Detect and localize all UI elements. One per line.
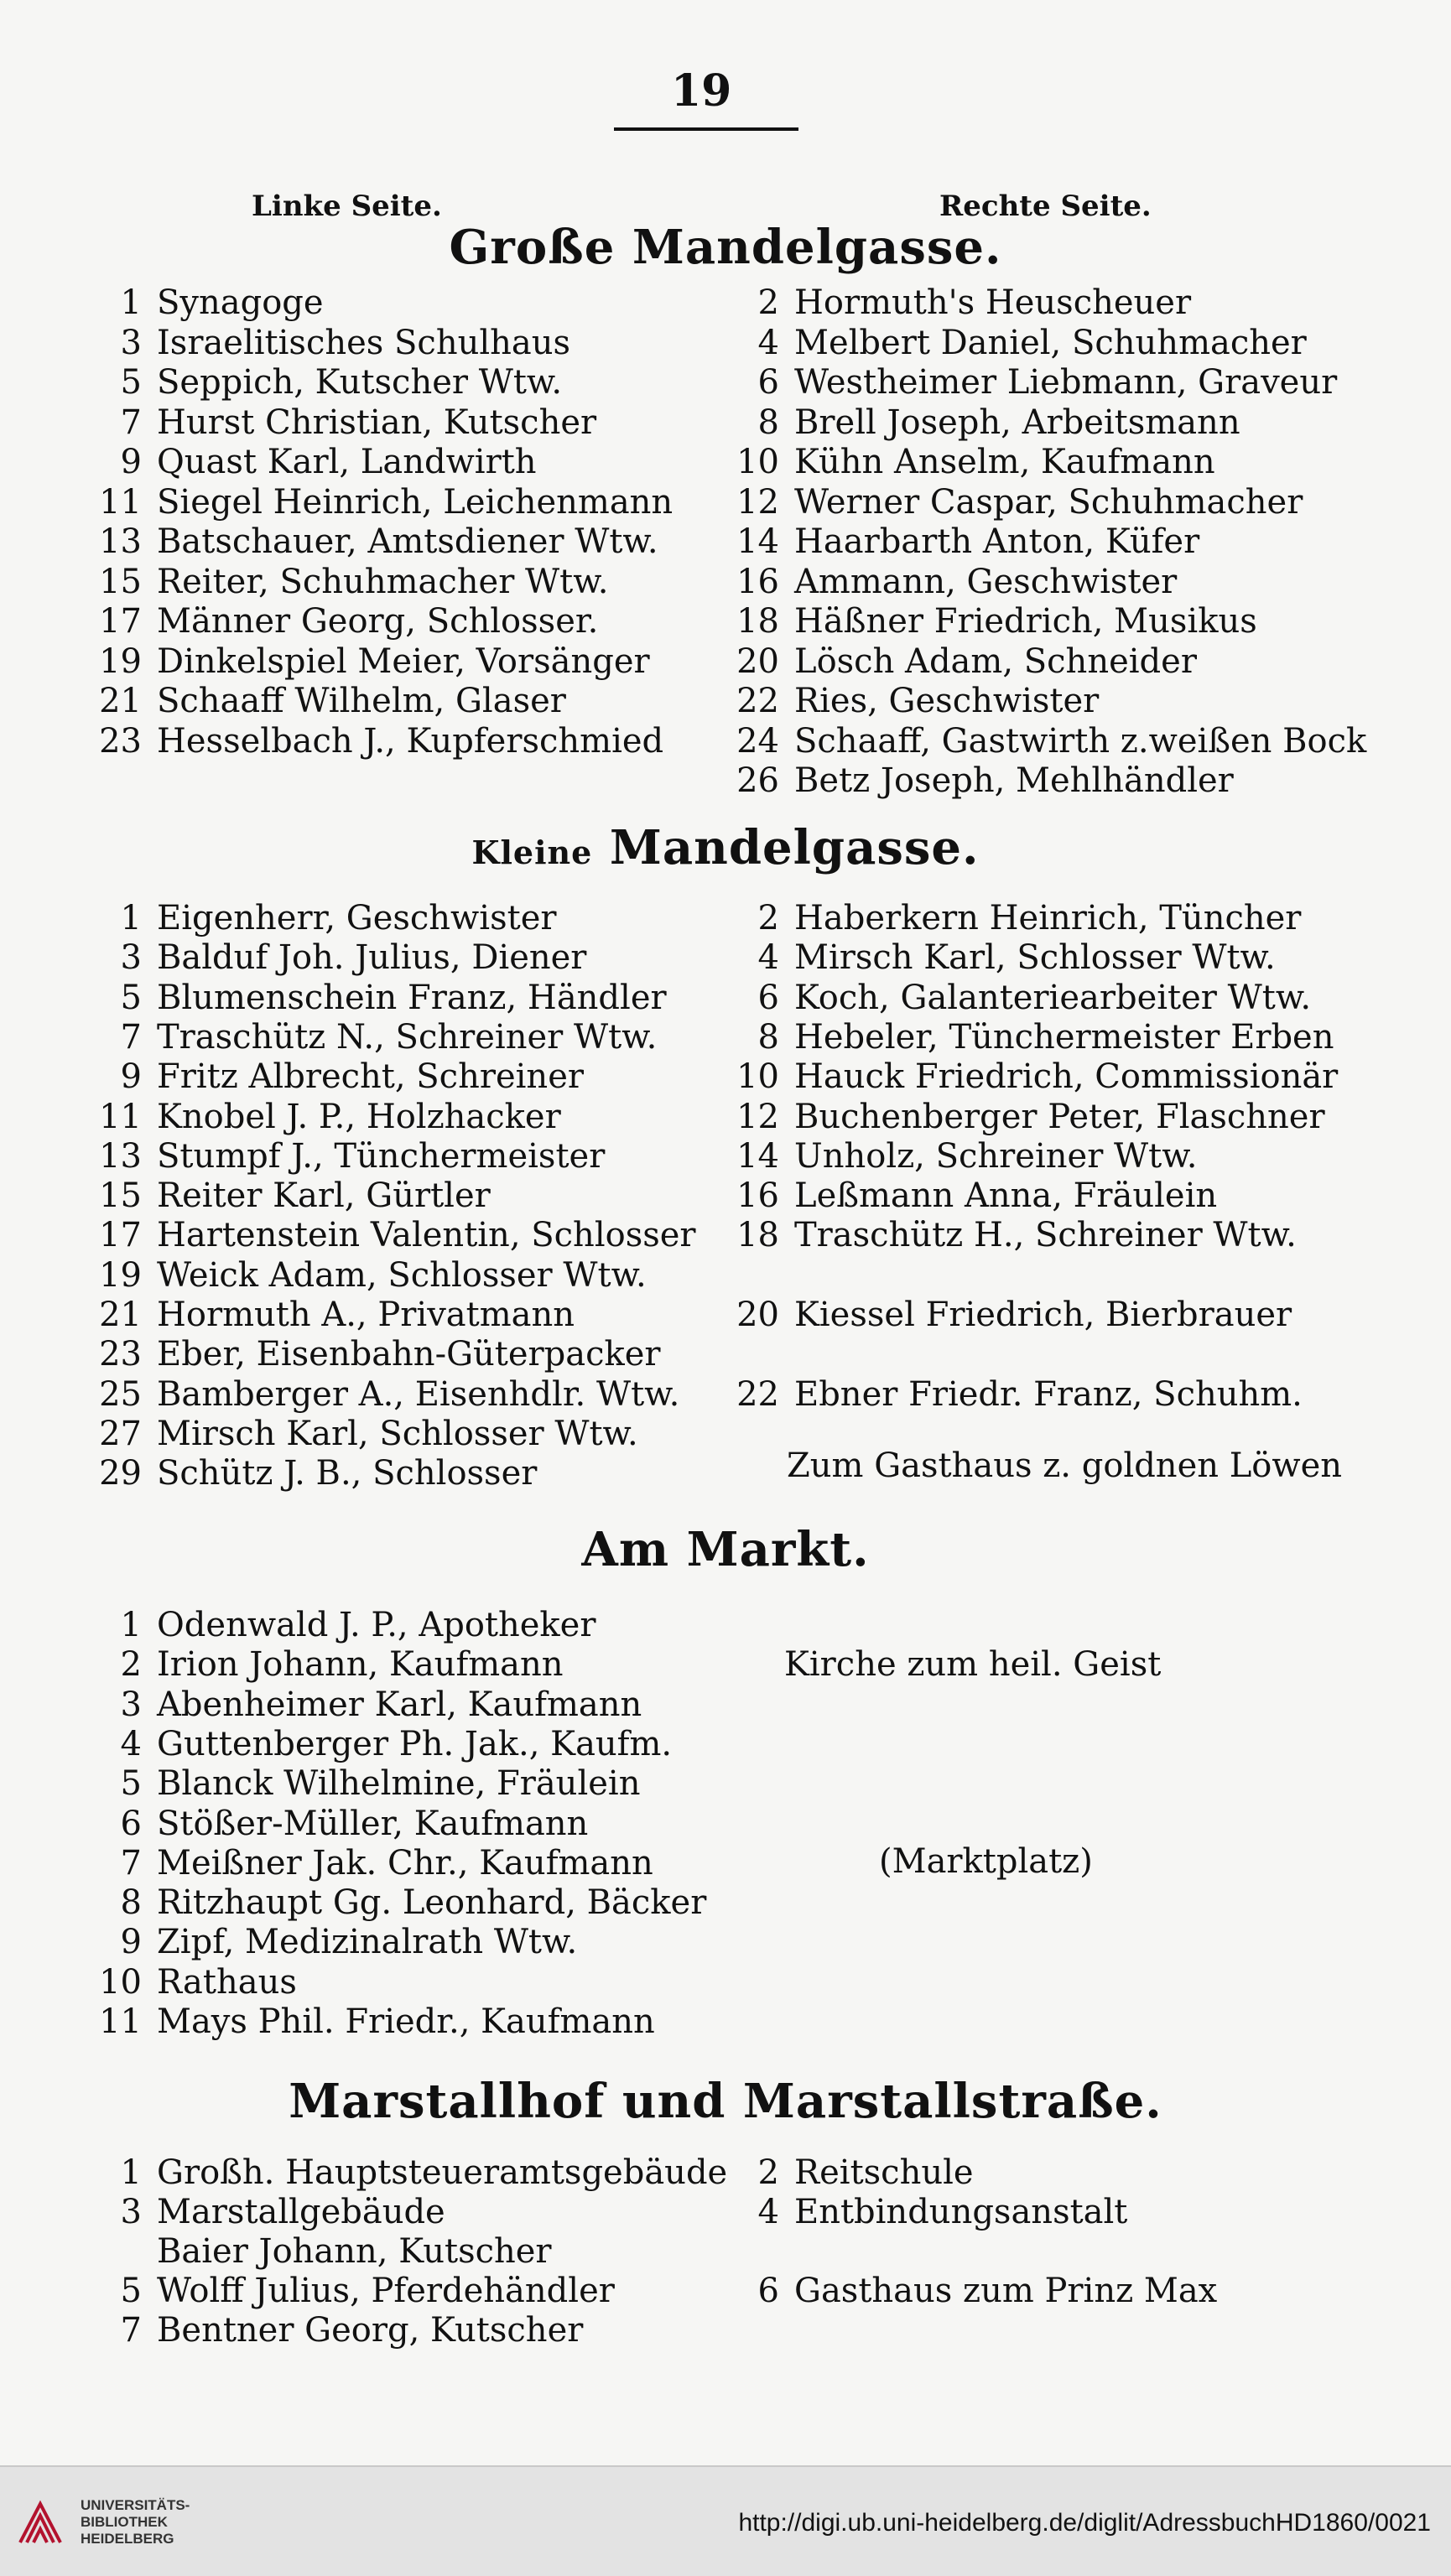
house-number: 27 (99, 1415, 142, 1453)
address-entry (80, 522, 658, 561)
house-number: 3 (120, 1685, 142, 1724)
address-entry (717, 443, 1215, 481)
house-number: 14 (736, 522, 779, 561)
address-entry (717, 1216, 1297, 1254)
house-number: 2 (757, 283, 779, 322)
resident-name: Stößer-Müller, Kaufmann (157, 1805, 589, 1843)
address-entry (80, 1805, 588, 1843)
house-number: 9 (120, 443, 142, 481)
address-entry (80, 1375, 679, 1414)
house-number: 7 (120, 2311, 142, 2350)
house-number: 1 (120, 899, 142, 937)
university-library-logo-icon (15, 2497, 65, 2547)
address-entry (717, 1098, 1325, 1136)
resident-name: Gasthaus zum Prinz Max (794, 2272, 1218, 2310)
resident-name: Entbindungsanstalt (794, 2193, 1128, 2231)
resident-name: Marstallgebäude (157, 2193, 445, 2231)
address-entry (717, 1296, 1292, 1334)
address-entry (717, 2193, 1127, 2231)
resident-name: Melbert Daniel, Schuhmacher (794, 324, 1307, 362)
resident-name: Hauck Friedrich, Commissionär (794, 1057, 1339, 1096)
resident-name: Westheimer Liebmann, Graveur (794, 363, 1338, 402)
address-entry (80, 2232, 552, 2271)
resident-name: Haarbarth Anton, Küfer (794, 522, 1200, 561)
house-number: 2 (757, 2153, 779, 2192)
house-number: 1 (120, 1606, 142, 1644)
library-logo-text (81, 2497, 190, 2547)
address-entry (717, 979, 1311, 1017)
address-entry (717, 403, 1240, 442)
address-entry (717, 761, 1234, 800)
house-number: 10 (736, 443, 779, 481)
house-number: 4 (757, 324, 779, 362)
address-entry (717, 1018, 1334, 1057)
house-number: 6 (757, 979, 779, 1017)
resident-name: Lösch Adam, Schneider (794, 642, 1197, 681)
address-entry (717, 2153, 974, 2192)
house-number: 29 (99, 1454, 142, 1493)
logo-line: UNIVERSITÄTS- (81, 2497, 190, 2513)
address-entry (80, 1764, 640, 1803)
house-number: 3 (120, 324, 142, 362)
resident-name: Hurst Christian, Kutscher (157, 403, 597, 442)
address-entry (80, 1923, 577, 1961)
address-entry (717, 1137, 1197, 1176)
house-number: 5 (120, 363, 142, 402)
address-entry (717, 899, 1301, 937)
address-entry (80, 2311, 583, 2350)
house-number: 15 (99, 563, 142, 601)
address-entry (80, 1098, 561, 1136)
address-entry (717, 324, 1307, 362)
address-entry (80, 899, 556, 937)
address-entry (80, 642, 650, 681)
address-entry (80, 2002, 655, 2041)
house-number: 26 (736, 761, 779, 800)
house-number: 22 (736, 682, 779, 720)
house-number: 2 (120, 1645, 142, 1684)
resident-name: Männer Georg, Schlosser. (157, 602, 599, 641)
resident-name: Unholz, Schreiner Wtw. (794, 1137, 1198, 1176)
address-entry (717, 483, 1303, 522)
resident-name: Fritz Albrecht, Schreiner (157, 1057, 584, 1096)
resident-name: Hebeler, Tünchermeister Erben (794, 1018, 1334, 1057)
resident-name: Baier Johann, Kutscher (157, 2232, 552, 2271)
address-entry (80, 283, 324, 322)
address-entry (80, 938, 586, 977)
house-number: 1 (120, 2153, 142, 2192)
house-number: 8 (120, 1883, 142, 1922)
house-number: 10 (99, 1963, 142, 2002)
address-entry (80, 2193, 445, 2231)
house-number: 3 (120, 938, 142, 977)
address-entry (80, 1844, 653, 1883)
resident-name: Batschauer, Amtsdiener Wtw. (157, 522, 658, 561)
resident-name: Buchenberger Peter, Flaschner (794, 1098, 1325, 1136)
house-number: 19 (99, 1256, 142, 1295)
resident-name: Hesselbach J., Kupferschmied (157, 722, 664, 761)
house-number: 23 (99, 722, 142, 761)
markt-kirche-note: Kirche zum heil. Geist (784, 1645, 1162, 1684)
resident-name: Irion Johann, Kaufmann (157, 1645, 564, 1684)
resident-name: Ammann, Geschwister (794, 563, 1178, 601)
right-side-header: Rechte Seite. (939, 190, 1152, 223)
resident-name: Quast Karl, Landwirth (157, 443, 537, 481)
address-entry (80, 443, 537, 481)
address-entry (80, 2153, 727, 2192)
address-entry (80, 363, 562, 402)
house-number: 4 (757, 938, 779, 977)
section-title-am-markt: Am Markt. (581, 1522, 870, 1577)
house-number: 18 (736, 602, 779, 641)
resident-name: Betz Joseph, Mehlhändler (794, 761, 1234, 800)
resident-name: Blumenschein Franz, Händler (157, 979, 667, 1017)
house-number: 12 (736, 483, 779, 522)
house-number: 20 (736, 1296, 779, 1334)
house-number: 18 (736, 1216, 779, 1254)
address-entry (717, 283, 1191, 322)
house-number: 16 (736, 563, 779, 601)
house-number: 11 (99, 1098, 142, 1136)
resident-name: Koch, Galanteriearbeiter Wtw. (794, 979, 1312, 1017)
house-number: 20 (736, 642, 779, 681)
address-entry (80, 682, 566, 720)
house-number: 11 (99, 483, 142, 522)
resident-name: Mays Phil. Friedr., Kaufmann (157, 2002, 655, 2041)
address-entry (80, 1883, 706, 1922)
resident-name: Dinkelspiel Meier, Vorsänger (157, 642, 650, 681)
resident-name: Bamberger A., Eisenhdlr. Wtw. (157, 1375, 680, 1414)
address-entry (717, 682, 1099, 720)
resident-name: Wolff Julius, Pferdehändler (157, 2272, 615, 2310)
house-number: 5 (120, 1764, 142, 1803)
address-entry (80, 1454, 537, 1493)
address-entry (717, 602, 1257, 641)
house-number: 22 (736, 1375, 779, 1414)
resident-name: Siegel Heinrich, Leichenmann (157, 483, 673, 522)
address-entry (80, 1335, 661, 1374)
house-number: 6 (120, 1805, 142, 1843)
house-number: 14 (736, 1137, 779, 1176)
source-url-link[interactable]: http://digi.ub.uni-heidelberg.de/diglit/AdressbuchHD1860/0021 (738, 2509, 1431, 2537)
resident-name: Häßner Friedrich, Musikus (794, 602, 1257, 641)
house-number: 2 (757, 899, 779, 937)
resident-name: Blanck Wilhelmine, Fräulein (157, 1764, 641, 1803)
house-number: 7 (120, 1018, 142, 1057)
house-number: 21 (99, 1296, 142, 1334)
left-side-header: Linke Seite. (252, 190, 442, 223)
address-entry (80, 483, 673, 522)
resident-name: Mirsch Karl, Schlosser Wtw. (794, 938, 1276, 977)
house-number: 8 (757, 403, 779, 442)
resident-name: Stumpf J., Tünchermeister (157, 1137, 606, 1176)
address-entry (80, 1256, 647, 1295)
house-number: 8 (757, 1018, 779, 1057)
resident-name: Reitschule (794, 2153, 974, 2192)
address-entry (80, 2272, 615, 2310)
address-entry (717, 1176, 1217, 1215)
address-entry (80, 1725, 672, 1763)
resident-name: Kühn Anselm, Kaufmann (794, 443, 1215, 481)
resident-name: Ebner Friedr. Franz, Schuhm. (794, 1375, 1303, 1414)
resident-name: Traschütz H., Schreiner Wtw. (794, 1216, 1297, 1254)
resident-name: Schütz J. B., Schlosser (157, 1454, 538, 1493)
page-number: 19 (671, 65, 732, 117)
resident-name: Ritzhaupt Gg. Leonhard, Bäcker (157, 1883, 707, 1922)
footer-bar (0, 2465, 1451, 2576)
page-number-rule (614, 127, 798, 131)
resident-name: Guttenberger Ph. Jak., Kaufm. (157, 1725, 673, 1763)
address-entry (80, 722, 663, 761)
house-number: 12 (736, 1098, 779, 1136)
address-entry (717, 1057, 1338, 1096)
house-number: 15 (99, 1176, 142, 1215)
house-number: 25 (99, 1375, 142, 1414)
resident-name: Werner Caspar, Schuhmacher (794, 483, 1303, 522)
address-entry (80, 1415, 638, 1453)
address-entry (80, 979, 667, 1017)
resident-name: Meißner Jak. Chr., Kaufmann (157, 1844, 653, 1883)
house-number: 16 (736, 1176, 779, 1215)
house-number: 7 (120, 1844, 142, 1883)
address-entry (717, 722, 1366, 761)
resident-name: Leßmann Anna, Fräulein (794, 1176, 1218, 1215)
address-entry (80, 403, 596, 442)
section-title-grosse-mandelgasse: Große Mandelgasse. (449, 220, 1002, 275)
markt-marktplatz-note: (Marktplatz) (879, 1842, 1093, 1881)
address-entry (80, 1963, 297, 2002)
address-entry (80, 602, 598, 641)
house-number: 9 (120, 1923, 142, 1961)
section-title-kleine-mandelgasse (0, 820, 1451, 875)
house-number: 6 (757, 2272, 779, 2310)
section-title-marstallhof: Marstallhof und Marstallstraße. (289, 2074, 1162, 2129)
address-entry (80, 1137, 605, 1176)
address-entry (80, 1296, 575, 1334)
resident-name: Hormuth A., Privatmann (157, 1296, 575, 1334)
house-number: 17 (99, 602, 142, 641)
resident-name: Weick Adam, Schlosser Wtw. (157, 1256, 647, 1295)
title-kleine-word: Kleine (471, 834, 593, 871)
house-number: 5 (120, 979, 142, 1017)
house-number: 3 (120, 2193, 142, 2231)
resident-name: Balduf Joh. Julius, Diener (157, 938, 587, 977)
resident-name: Eber, Eisenbahn-Güterpacker (157, 1335, 661, 1374)
resident-name: Ries, Geschwister (794, 682, 1100, 720)
resident-name: Odenwald J. P., Apotheker (157, 1606, 596, 1644)
address-entry (717, 1375, 1303, 1414)
resident-name: Synagoge (157, 283, 324, 322)
logo-line: BIBLIOTHEK (81, 2514, 168, 2530)
resident-name: Zipf, Medizinalrath Wtw. (157, 1923, 578, 1961)
house-number: 11 (99, 2002, 142, 2041)
resident-name: Schaaff, Gastwirth z.weißen Bock (794, 722, 1367, 761)
house-number: 13 (99, 1137, 142, 1176)
resident-name: Bentner Georg, Kutscher (157, 2311, 584, 2350)
house-number: 19 (99, 642, 142, 681)
resident-name: Großh. Hauptsteueramtsgebäude (157, 2153, 728, 2192)
resident-name: Knobel J. P., Holzhacker (157, 1098, 561, 1136)
house-number: 4 (120, 1725, 142, 1763)
house-number: 7 (120, 403, 142, 442)
resident-name: Kiessel Friedrich, Bierbrauer (794, 1296, 1292, 1334)
title-mandelgasse-word: Mandelgasse. (609, 820, 980, 875)
house-number: 10 (736, 1057, 779, 1096)
resident-name: Brell Joseph, Arbeitsmann (794, 403, 1240, 442)
kleine-gasthaus-note: Zum Gasthaus z. goldnen Löwen (787, 1446, 1343, 1485)
house-number: 17 (99, 1216, 142, 1254)
address-entry (80, 1018, 657, 1057)
resident-name: Rathaus (157, 1963, 297, 2002)
house-number: 5 (120, 2272, 142, 2310)
address-entry (717, 522, 1199, 561)
address-entry (80, 563, 608, 601)
resident-name: Traschütz N., Schreiner Wtw. (157, 1018, 658, 1057)
house-number: 6 (757, 363, 779, 402)
resident-name: Hormuth's Heuscheuer (794, 283, 1192, 322)
address-entry (80, 324, 570, 362)
address-entry (80, 1606, 595, 1644)
resident-name: Reiter Karl, Gürtler (157, 1176, 491, 1215)
address-entry (80, 1645, 564, 1684)
house-number: 1 (120, 283, 142, 322)
resident-name: Mirsch Karl, Schlosser Wtw. (157, 1415, 638, 1453)
address-entry (717, 938, 1276, 977)
address-entry (717, 2272, 1217, 2310)
resident-name: Seppich, Kutscher Wtw. (157, 363, 563, 402)
address-entry (717, 642, 1197, 681)
resident-name: Eigenherr, Geschwister (157, 899, 557, 937)
house-number: 21 (99, 682, 142, 720)
house-number: 23 (99, 1335, 142, 1374)
resident-name: Israelitisches Schulhaus (157, 324, 571, 362)
house-number: 13 (99, 522, 142, 561)
resident-name: Schaaff Wilhelm, Glaser (157, 682, 566, 720)
house-number: 9 (120, 1057, 142, 1096)
house-number: 4 (757, 2193, 779, 2231)
resident-name: Hartenstein Valentin, Schlosser (157, 1216, 696, 1254)
logo-line: HEIDELBERG (81, 2531, 174, 2547)
address-entry (80, 1216, 696, 1254)
address-entry (80, 1685, 642, 1724)
resident-name: Abenheimer Karl, Kaufmann (157, 1685, 642, 1724)
address-entry (717, 363, 1337, 402)
house-number: 24 (736, 722, 779, 761)
resident-name: Reiter, Schuhmacher Wtw. (157, 563, 609, 601)
resident-name: Haberkern Heinrich, Tüncher (794, 899, 1302, 937)
address-entry (717, 563, 1177, 601)
address-entry (80, 1057, 584, 1096)
address-entry (80, 1176, 491, 1215)
